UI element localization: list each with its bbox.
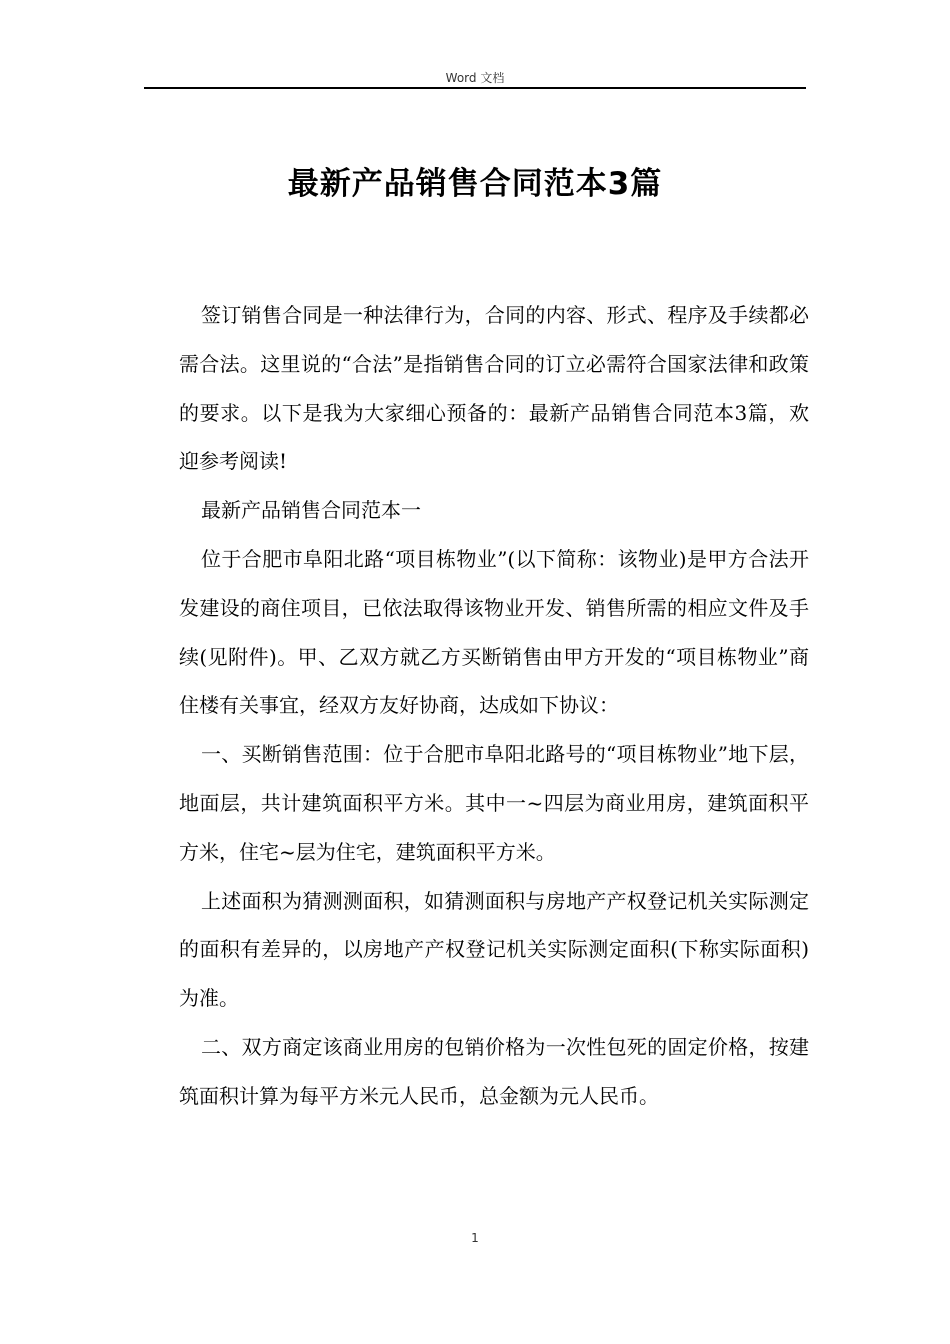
paragraph-section-heading: 最新产品销售合同范本一	[201, 498, 421, 523]
paragraph-clause-2: 二、双方商定该商业用房的包销价格为一次性包死的固定价格，按建筑面积计算为每平方米元人民币，总金额为元人民币。	[179, 1034, 809, 1108]
paragraph-property: 位于合肥市阜阳北路“项目栋物业”(以下简称：该物业)是甲方合法开发建设的商住项目，已依法取得该物业开发、销售所需的相应文件及手续(见附件)。甲、乙双方就乙方买断销售由甲方开发的“项目栋物业”商住楼有关事宜，经双方友好协商，达成如下协议：	[179, 546, 809, 718]
paragraph-clause-1: 一、买断销售范围：位于合肥市阜阳北路号的“项目栋物业”地下层，地面层，共计建筑面积平方米。其中一~四层为商业用房，建筑面积平方米，住宅~层为住宅，建筑面积平方米。	[179, 742, 809, 864]
paragraph-area-note: 上述面积为猜测测面积，如猜测面积与房地产产权登记机关实际测定的面积有差异的，以房地产产权登记机关实际测定面积(下称实际面积)为准。	[179, 888, 809, 1011]
page-number: 1	[471, 1231, 479, 1245]
document-body	[179, 291, 809, 1121]
header-divider	[144, 87, 806, 89]
document-title: 最新产品销售合同范本3篇	[287, 166, 663, 202]
paragraph-intro: 签订销售合同是一种法律行为，合同的内容、形式、程序及手续都必需合法。这里说的“合法”是指销售合同的订立必需符合国家法律和政策的要求。以下是我为大家细心预备的：最新产品销售合同范本3篇，欢迎参考阅读!	[179, 303, 809, 474]
page-header: Word 文档	[445, 71, 505, 85]
